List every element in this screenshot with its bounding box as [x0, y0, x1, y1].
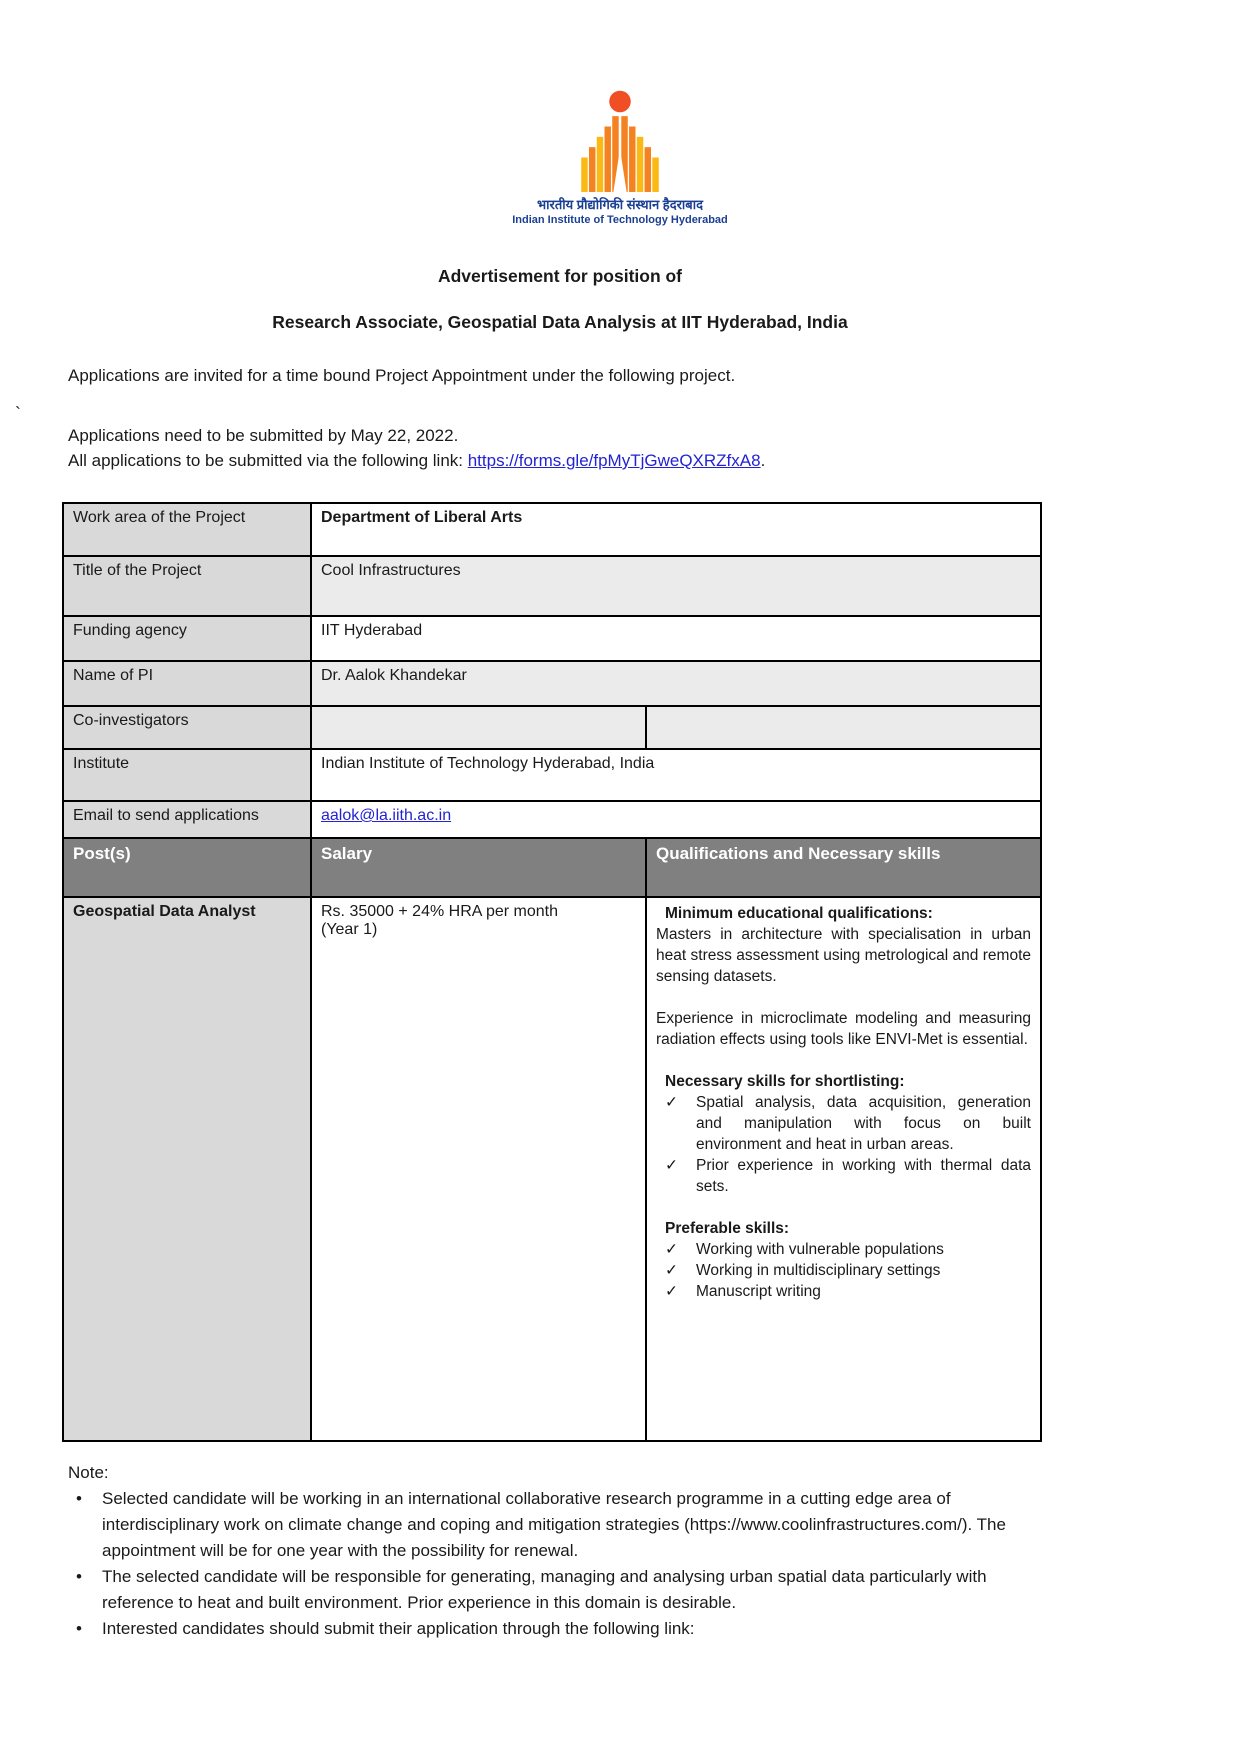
institute-logo-block: [0, 90, 1240, 227]
table-row: [63, 801, 1041, 838]
bullet-icon: •: [76, 1619, 82, 1638]
preferable-skill-text: Working with vulnerable populations: [696, 1241, 944, 1258]
project-title-value: Cool Infrastructures: [311, 556, 1041, 616]
iith-book-logo-icon: [564, 90, 676, 194]
submission-line: [68, 448, 765, 473]
note-bullet: [76, 1616, 1073, 1642]
note-bullet-text: The selected candidate will be responsible for generating, managing and analysing urban spatial data particularly with reference to heat and built environment. Prior experience in this domain is desirable.: [102, 1567, 987, 1612]
table-row: [63, 661, 1041, 706]
email-label: Email to send applications: [63, 801, 311, 838]
salary-line1: Rs. 35000 + 24% HRA per month: [321, 903, 559, 920]
check-icon: ✓: [665, 1283, 678, 1300]
necessary-skill-text: Spatial analysis, data acquisition, generation and manipulation with focus on built environment and heat in urban areas.: [696, 1094, 1031, 1153]
preferable-skill-item: [656, 1260, 1031, 1281]
institute-label: Institute: [63, 749, 311, 801]
submission-line-suffix: .: [760, 451, 766, 470]
min-qualifications-heading: Minimum educational qualifications:: [665, 905, 933, 922]
preferable-skill-item: [656, 1281, 1031, 1302]
application-form-link[interactable]: https://forms.gle/fpMyTjGweQXRZfxA8: [467, 451, 761, 470]
check-icon: ✓: [665, 1094, 678, 1111]
project-details-table: [62, 502, 1042, 1442]
salary-cell: [311, 897, 646, 1441]
advertisement-title: Advertisement for position of: [437, 266, 683, 286]
work-area-value: Department of Liberal Arts: [311, 503, 1041, 556]
necessary-skill-item: [656, 1092, 1031, 1155]
pi-name-label: Name of PI: [63, 661, 311, 706]
position-title: Research Associate, Geospatial Data Analysis at IIT Hyderabad, India: [272, 312, 848, 332]
necessary-skill-item: [656, 1155, 1031, 1197]
necessary-skill-text: Prior experience in working with thermal data sets.: [696, 1157, 1031, 1195]
spacer: [656, 1050, 1031, 1071]
table-row: [63, 706, 1041, 749]
institute-name-english: Indian Institute of Technology Hyderabad: [512, 214, 728, 226]
preferable-skill-text: Working in multidisciplinary settings: [696, 1262, 941, 1279]
check-icon: ✓: [665, 1262, 678, 1279]
preferable-skill-text: Manuscript writing: [696, 1283, 821, 1300]
funding-agency-label: Funding agency: [63, 616, 311, 661]
pi-name-value: Dr. Aalok Khandekar: [311, 661, 1041, 706]
salary-line2: (Year 1): [321, 921, 378, 938]
stray-backtick-mark: `: [15, 404, 21, 424]
bullet-icon: •: [76, 1567, 82, 1586]
note-bullet-text: Interested candidates should submit their application through the following link:: [102, 1619, 695, 1638]
preferable-skills-heading: Preferable skills:: [665, 1220, 790, 1237]
submission-line-prefix: All applications to be submitted via the following link:: [68, 451, 468, 470]
table-row: [63, 616, 1041, 661]
application-email-link[interactable]: aalok@la.iith.ac.in: [321, 807, 452, 824]
table-row: [63, 556, 1041, 616]
spacer: [656, 1197, 1031, 1218]
co-investigators-label: Co-investigators: [63, 706, 311, 749]
min-qualifications-body: Masters in architecture with specialisation in urban heat stress assessment using metrological and remote sensing datasets.: [656, 926, 1031, 985]
spacer: [656, 987, 1031, 1008]
intro-paragraph: Applications are invited for a time bound Project Appointment under the following project.: [68, 366, 736, 385]
work-area-label: Work area of the Project: [63, 503, 311, 556]
experience-body: Experience in microclimate modeling and measuring radiation effects using tools like ENVI-Met is essential.: [656, 1010, 1031, 1048]
qualifications-header: Qualifications and Necessary skills: [646, 838, 1041, 897]
table-row: [63, 503, 1041, 556]
check-icon: ✓: [665, 1241, 678, 1258]
institute-name-hindi: भारतीय प्रौद्योगिकी संस्थान हैदराबाद: [537, 197, 703, 212]
post-name-cell: Geospatial Data Analyst: [63, 897, 311, 1441]
note-bullet-text: Selected candidate will be working in an international collaborative research programme in a cutting edge area of interdisciplinary work on climate change and coping and mitigation strategies (https://www.coolinfrastructures.com/). The appointment will be for one year with the possibility for renewal.: [102, 1489, 1006, 1560]
preferable-skill-item: [656, 1239, 1031, 1260]
table-row: [63, 749, 1041, 801]
note-bullet: [76, 1564, 1073, 1616]
deadline-line: Applications need to be submitted by May 22, 2022.: [68, 426, 459, 445]
post-content-row: [63, 897, 1041, 1441]
co-investigators-value-right: [646, 706, 1041, 749]
project-title-label: Title of the Project: [63, 556, 311, 616]
co-investigators-value-left: [311, 706, 646, 749]
salary-header: Salary: [311, 838, 646, 897]
qualifications-cell: [646, 897, 1041, 1441]
posts-header: Post(s): [63, 838, 311, 897]
note-heading: Note:: [68, 1463, 109, 1482]
bullet-icon: •: [76, 1489, 82, 1508]
funding-agency-value: IIT Hyderabad: [311, 616, 1041, 661]
institute-value: Indian Institute of Technology Hyderabad, India: [311, 749, 1041, 801]
check-icon: ✓: [665, 1157, 678, 1174]
posts-header-row: [63, 838, 1041, 897]
necessary-skills-heading: Necessary skills for shortlisting:: [665, 1073, 905, 1090]
note-section: [68, 1460, 1073, 1642]
email-cell: [311, 801, 1041, 838]
note-bullet: [76, 1486, 1073, 1564]
